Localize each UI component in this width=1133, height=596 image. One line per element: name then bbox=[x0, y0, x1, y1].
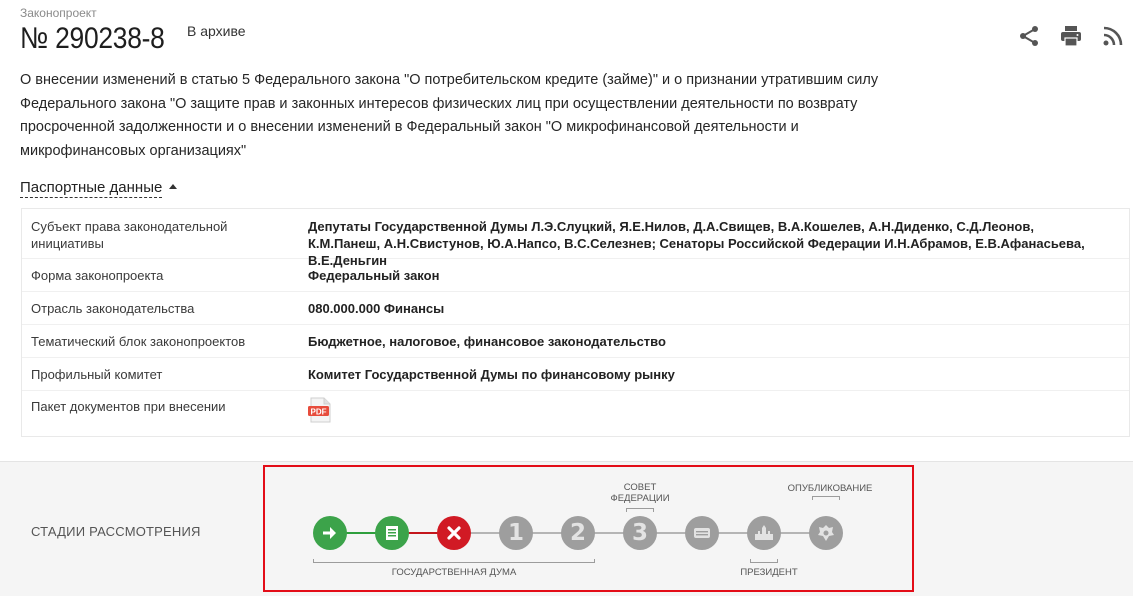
passport-row-value: Бюджетное, налоговое, финансовое законодательство bbox=[308, 334, 666, 349]
arrow-right-icon bbox=[321, 524, 339, 542]
kremlin-icon bbox=[754, 524, 774, 542]
stage-connector bbox=[408, 532, 438, 534]
group-label-duma: ГОСУДАРСТВЕННАЯ ДУМА bbox=[391, 567, 517, 578]
stage-number: 1 bbox=[507, 520, 524, 546]
stage-federation-council[interactable] bbox=[685, 516, 719, 550]
passport-table bbox=[21, 208, 1130, 437]
passport-row-label: Форма законопроекта bbox=[31, 268, 164, 283]
stage-president[interactable] bbox=[747, 516, 781, 550]
stages-panel bbox=[0, 461, 1133, 596]
stage-rejected[interactable] bbox=[437, 516, 471, 550]
stage-connector bbox=[594, 532, 624, 534]
group-label-publication: ОПУБЛИКОВАНИЕ bbox=[787, 483, 873, 494]
passport-row-label: Профильный комитет bbox=[31, 367, 163, 382]
group-bracket bbox=[626, 508, 654, 512]
print-button[interactable] bbox=[1059, 24, 1083, 48]
passport-toggle-label: Паспортные данные bbox=[20, 179, 163, 196]
group-bracket bbox=[313, 559, 595, 563]
passport-row-value: 080.000.000 Финансы bbox=[308, 301, 445, 316]
bill-number: № 290238-8 bbox=[20, 22, 165, 55]
passport-row bbox=[22, 209, 1129, 268]
passport-row-label: Тематический блок законопроектов bbox=[31, 334, 246, 349]
passport-row bbox=[22, 292, 1129, 325]
passport-toggle[interactable] bbox=[20, 179, 177, 196]
emblem-icon bbox=[816, 523, 836, 543]
stage-connector bbox=[470, 532, 500, 534]
archive-status: В архиве bbox=[187, 23, 246, 39]
printer-icon bbox=[1059, 24, 1083, 48]
stage-connector bbox=[718, 532, 748, 534]
passport-row-value: Комитет Государственной Думы по финансовому рынку bbox=[308, 367, 675, 382]
rss-icon bbox=[1101, 24, 1125, 48]
group-label-council-line1: СОВЕТ bbox=[623, 482, 657, 493]
stage-first-reading[interactable] bbox=[499, 516, 533, 550]
doc-type-label: Законопроект bbox=[20, 6, 97, 20]
toolbar bbox=[1013, 24, 1133, 50]
passport-row bbox=[22, 259, 1129, 292]
passport-row bbox=[22, 325, 1129, 358]
stage-second-reading[interactable] bbox=[561, 516, 595, 550]
stage-preliminary-review[interactable] bbox=[375, 516, 409, 550]
stage-connector bbox=[780, 532, 810, 534]
cross-icon bbox=[445, 524, 463, 542]
passport-row-value: Федеральный закон bbox=[308, 268, 440, 283]
passport-row-value: Депутаты Государственной Думы Л.Э.Слуцкий, Я.Е.Нилов, Д.А.Свищев, В.А.Кошелев, А.Н.Диденко, С.Д.Леонов, К.М.Панеш, А.Н.Свистунов, Ю.А.Напсо, В.С.Селезнев; Сенаторы Российской Федерации И.Н.Абрамов, Е.В.Афанасьева, В.Е.Деньгин bbox=[308, 219, 1085, 268]
group-label-president: ПРЕЗИДЕНТ bbox=[740, 567, 798, 578]
passport-row bbox=[22, 358, 1129, 391]
pdf-icon[interactable] bbox=[307, 397, 333, 423]
share-icon bbox=[1017, 24, 1041, 48]
stage-number: 3 bbox=[631, 520, 648, 546]
stage-number: 2 bbox=[569, 520, 586, 546]
bill-title: О внесении изменений в статью 5 Федерального закона "О потребительском кредите (займе)" и о признании утратившим силу Федерального закона "О защите прав и законных интересов физических лиц при осуществлении деятельности по возврату просроченной задолженности и о внесении изменений в Федеральный закон "О микрофинансовой деятельности и микрофинансовых организациях" bbox=[20, 72, 879, 159]
stage-connector bbox=[345, 532, 376, 534]
stage-publication[interactable] bbox=[809, 516, 843, 550]
federation-council-icon bbox=[692, 526, 712, 540]
rss-button[interactable] bbox=[1101, 24, 1125, 48]
stage-connector bbox=[532, 532, 562, 534]
pdf-icon-label: PDF bbox=[310, 407, 327, 417]
stage-introduction[interactable] bbox=[313, 516, 347, 550]
group-bracket bbox=[812, 496, 840, 500]
document-list-icon bbox=[383, 524, 401, 542]
group-label-council-line2: ФЕДЕРАЦИИ bbox=[610, 493, 670, 504]
share-button[interactable] bbox=[1017, 24, 1041, 48]
stage-connector bbox=[656, 532, 686, 534]
passport-row-label: Пакет документов при внесении bbox=[31, 399, 226, 414]
stages-title: СТАДИИ РАССМОТРЕНИЯ bbox=[31, 524, 201, 539]
passport-row-label: Субъект права законодательной инициативы bbox=[31, 219, 228, 251]
caret-up-icon bbox=[169, 184, 177, 189]
stages-track bbox=[0, 462, 1133, 596]
group-bracket bbox=[750, 559, 778, 563]
stage-third-reading[interactable] bbox=[623, 516, 657, 550]
passport-row bbox=[22, 391, 1129, 436]
passport-row-label: Отрасль законодательства bbox=[31, 301, 195, 316]
group-label-council bbox=[610, 482, 670, 504]
